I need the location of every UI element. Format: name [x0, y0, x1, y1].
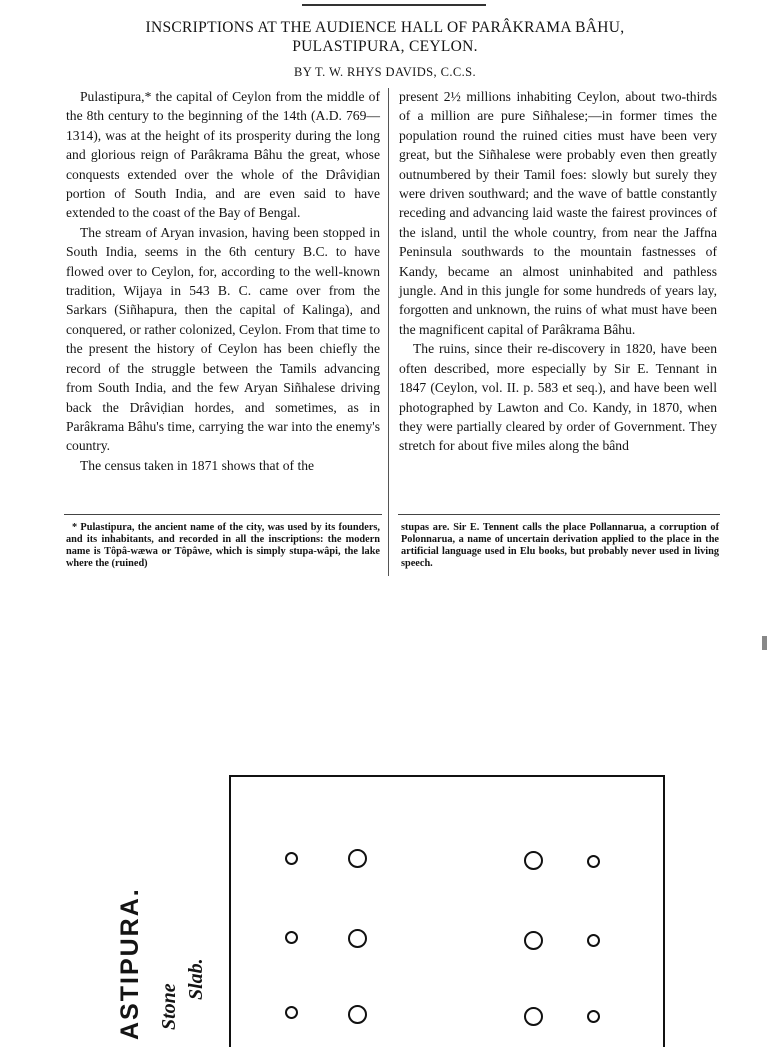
footnote-right	[401, 522, 719, 570]
footnote-left	[66, 522, 380, 570]
left-column	[66, 87, 380, 475]
pillar-base	[285, 931, 298, 944]
pillar-base	[524, 1007, 543, 1026]
left-paragraph-1: Pulastipura,* the capital of Ceylon from the middle of the 8th century to the beginning of the 14th (A.D. 769—1314), was at the height of its prosperity during the long and glorious reign of Parâkrama Bâhu the great, whose conquests extended over the whole of the Drâviḍian portion of South India, and are even said to have extended to the coast of the Bay of Bengal.	[66, 89, 380, 221]
pillar-base	[587, 855, 600, 868]
footnote-left-text: * Pulastipura, the ancient name of the city, was used by its founders, and its inhabitants, and recorded in all the inscriptions: the modern name is Tôpâ-wæwa or Tôpâwe, which is simply stupa-wâpi, the lake where the (ruined)	[66, 522, 380, 569]
pillar-base	[524, 851, 543, 870]
article-title-line1: INSCRIPTIONS AT THE AUDIENCE HALL OF PARÂKRAMA BÂHU,	[145, 19, 625, 36]
footnote-right-text: stupas are. Sir E. Tennent calls the place Pollannarua, a corruption of Polonnarua, a name of uncertain derivation applied to the place in the artificial language used in Elu books, but probably never used in living speech.	[401, 522, 719, 569]
pillar-base	[348, 1005, 367, 1024]
right-column	[399, 87, 717, 456]
pillar-base	[587, 934, 600, 947]
footnote-rule-right	[398, 514, 720, 515]
column-divider	[388, 88, 389, 576]
left-paragraph-3: The census taken in 1871 shows that of the	[80, 457, 315, 473]
pillar-base	[285, 852, 298, 865]
plate-stone-label: Stone	[158, 983, 180, 1030]
pillar-base	[348, 849, 367, 868]
page-edge-mark	[762, 636, 767, 650]
plate-city-label: ASTIPURA.	[116, 887, 144, 1040]
footnote-rule-left	[64, 514, 382, 515]
top-rule	[302, 4, 486, 6]
right-paragraph-1: present 2½ millions inhabiting Ceylon, about two-thirds of a million are pure Siñhalese;—in former times the population round the ruined cities must have been very great, but the Siñhalese were probably even then greatly outnumbered by their Tamil foes: slowly but surely they were driven southward; and the wave of battle constantly receding and advancing laid waste the fairest provinces of the island, until the whole country, from near the Jaffna Peninsula southwards to the mountain fastnesses of Kandy, became an almost uninhabited and pathless jungle. And in this jungle for some hundreds of years lay, forgotten and unknown, the ruins of what must have been the magnificent capital of Parâkrama Bâhu.	[399, 89, 717, 337]
article-title-line2: PULASTIPURA, CEYLON.	[292, 38, 478, 55]
pillar-base	[524, 931, 543, 950]
pillar-base	[348, 929, 367, 948]
pillar-base	[285, 1006, 298, 1019]
right-paragraph-2: The ruins, since their re-discovery in 1820, have been often described, more especially by Sir E. Tennant in 1847 (Ceylon, vol. II. p. 583 et seq.), and have been well photographed by Lawton and Co. Kandy, in 1870, when they were partially cleared by order of Government. They stretch for about five miles along the bând	[399, 341, 717, 454]
byline: BY T. W. RHYS DAVIDS, C.C.S.	[294, 65, 476, 79]
pillar-base	[587, 1010, 600, 1023]
plate-slab-label: Slab.	[185, 958, 207, 1000]
left-paragraph-2: The stream of Aryan invasion, having been stopped in South India, seems in the 6th century B.C. to have flowed over to Ceylon, for, according to the well-known tradition, Wijaya in 543 B. C. came over from the Sarkars (Siñhapura, then the capital of Kalinga), and conquered, or rather colonized, Ceylon. From that time to the present the history of Ceylon has been chiefly the record of the struggle between the Tamils advancing from South India, and the few Aryan Siñhalese driving back the Drâviḍian hordes, and sometimes, as in Parâkrama Bâhu's time, carrying the war into the enemy's country.	[66, 224, 380, 454]
